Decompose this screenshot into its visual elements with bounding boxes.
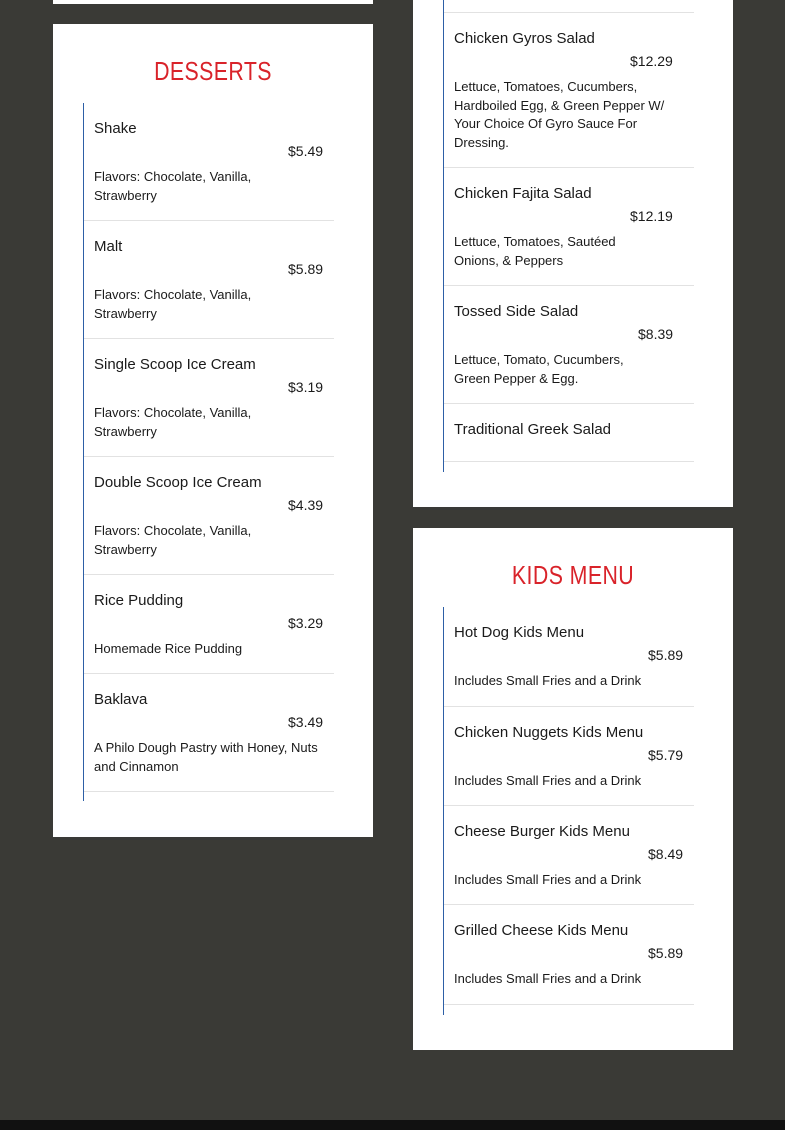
menu-item[interactable] bbox=[84, 575, 334, 674]
item-description: Flavors: Chocolate, Vanilla, Strawberry bbox=[94, 169, 252, 203]
kids-menu-card bbox=[413, 528, 733, 1050]
item-description: Includes Small Fries and a Drink bbox=[454, 971, 642, 986]
item-name: Cheese Burger Kids Menu bbox=[454, 823, 630, 840]
item-price: $5.49 bbox=[288, 143, 324, 159]
item-name: Rice Pudding bbox=[94, 592, 184, 609]
item-name: Shake bbox=[94, 120, 137, 137]
menu-item[interactable] bbox=[444, 607, 694, 707]
menu-item[interactable] bbox=[84, 674, 334, 792]
salads-card bbox=[413, 0, 733, 507]
item-description: Lettuce, Tomatoes, Sautéed Onions, & Peppers bbox=[454, 234, 616, 268]
item-name: Hot Dog Kids Menu bbox=[454, 624, 585, 641]
item-name: Double Scoop Ice Cream bbox=[94, 474, 262, 491]
item-price: $8.39 bbox=[638, 326, 674, 342]
menu-item[interactable] bbox=[84, 339, 334, 457]
item-price: $5.89 bbox=[288, 261, 324, 277]
item-description: Flavors: Chocolate, Vanilla, Strawberry bbox=[94, 405, 252, 439]
menu-item[interactable] bbox=[444, 905, 694, 1005]
desserts-list bbox=[83, 103, 334, 801]
menu-item[interactable] bbox=[84, 457, 334, 575]
item-name: Chicken Nuggets Kids Menu bbox=[454, 724, 644, 741]
item-description: Includes Small Fries and a Drink bbox=[454, 773, 642, 788]
item-name: Baklava bbox=[94, 691, 148, 708]
item-description: Flavors: Chocolate, Vanilla, Strawberry bbox=[94, 523, 252, 557]
menu-item[interactable] bbox=[444, 806, 694, 905]
kids-menu-title: KIDS MENU bbox=[511, 560, 635, 590]
salads-list bbox=[443, 0, 694, 472]
item-name: Chicken Fajita Salad bbox=[454, 185, 592, 202]
menu-item[interactable] bbox=[444, 286, 694, 404]
desserts-card bbox=[53, 24, 373, 837]
item-name: Single Scoop Ice Cream bbox=[94, 356, 256, 373]
item-price: $3.29 bbox=[288, 615, 324, 631]
item-description: A Philo Dough Pastry with Honey, Nuts and Cinnamon bbox=[94, 740, 318, 774]
previous-section-card bbox=[53, 0, 373, 4]
menu-item[interactable] bbox=[444, 707, 694, 806]
item-name: Traditional Greek Salad bbox=[454, 421, 612, 438]
footer-bar bbox=[0, 1120, 785, 1130]
item-name: Tossed Side Salad bbox=[454, 303, 579, 320]
item-price: $3.49 bbox=[288, 714, 324, 730]
menu-item[interactable] bbox=[84, 221, 334, 339]
item-name: Malt bbox=[94, 238, 123, 255]
item-description: Lettuce, Tomato, Cucumbers, Green Pepper & Egg. bbox=[454, 352, 624, 386]
item-price: $4.39 bbox=[288, 497, 324, 513]
menu-item[interactable] bbox=[84, 103, 334, 221]
item-description: Flavors: Chocolate, Vanilla, Strawberry bbox=[94, 287, 252, 321]
item-price: $5.79 bbox=[648, 747, 684, 763]
item-price: $5.89 bbox=[648, 647, 684, 663]
menu-item[interactable] bbox=[444, 404, 694, 462]
item-price: $12.19 bbox=[630, 208, 673, 224]
item-price: $3.19 bbox=[288, 379, 324, 395]
desserts-title: DESSERTS bbox=[154, 56, 272, 86]
item-description: Lettuce, Tomatoes, Cucumbers, Hardboiled Egg, & Green Pepper W/ Your Choice Of Gyro Sauce For Dressing. bbox=[454, 79, 665, 150]
item-name: Chicken Gyros Salad bbox=[454, 30, 595, 47]
kids-menu-list bbox=[443, 607, 694, 1015]
menu-item[interactable] bbox=[444, 13, 694, 168]
item-price: $8.49 bbox=[648, 846, 684, 862]
item-description: Includes Small Fries and a Drink bbox=[454, 872, 642, 887]
item-price: $5.89 bbox=[648, 945, 684, 961]
menu-item-partial bbox=[444, 0, 694, 13]
item-description: Includes Small Fries and a Drink bbox=[454, 673, 642, 688]
item-price: $12.29 bbox=[630, 53, 673, 69]
item-name: Grilled Cheese Kids Menu bbox=[454, 922, 629, 939]
menu-item[interactable] bbox=[444, 168, 694, 286]
item-description: Homemade Rice Pudding bbox=[94, 641, 243, 656]
